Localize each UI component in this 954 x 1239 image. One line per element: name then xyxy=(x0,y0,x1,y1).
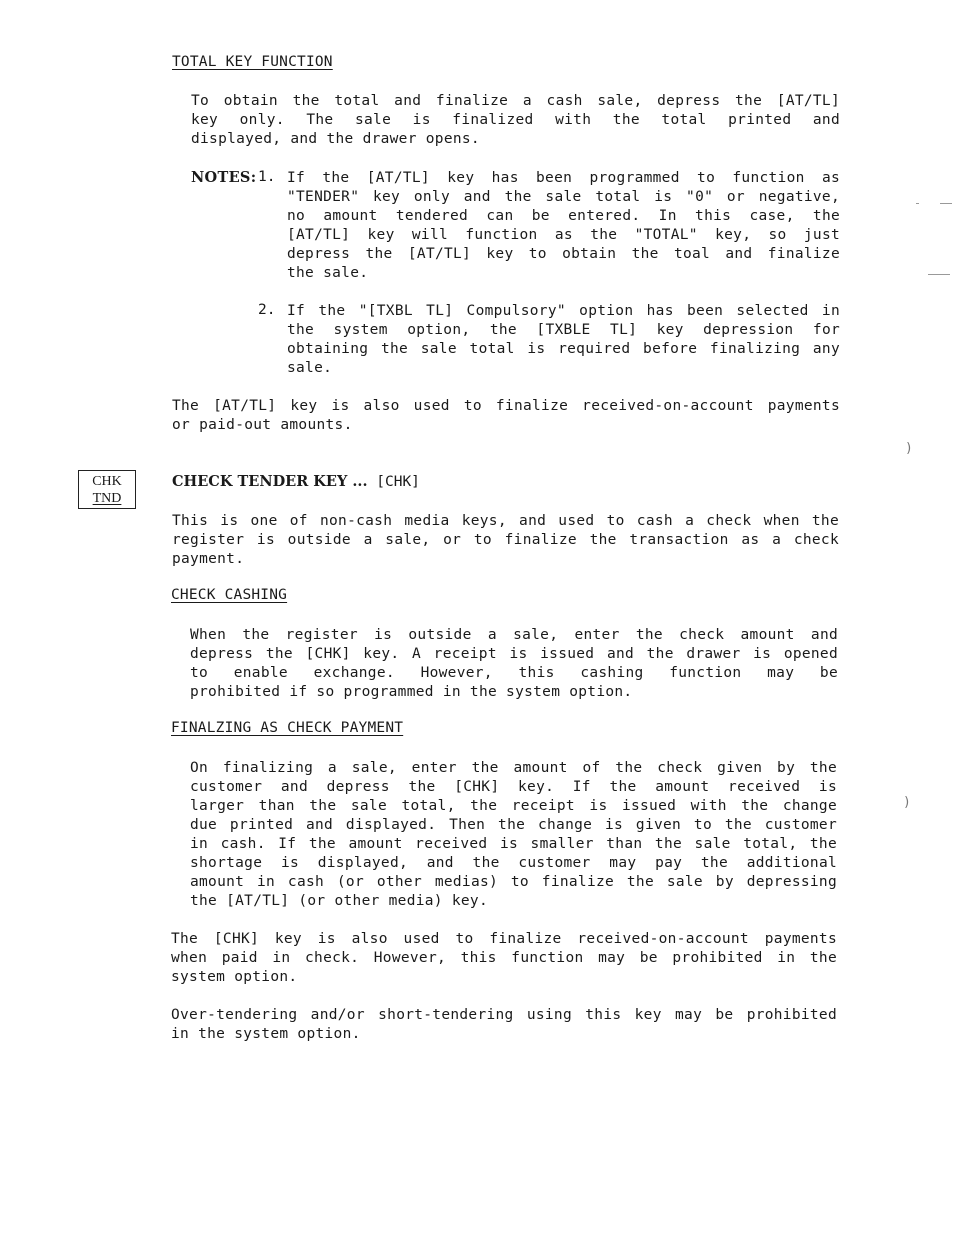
text-line: system option. xyxy=(171,969,298,985)
margin-mark xyxy=(940,203,952,204)
text-line: If the [AT/TL] key has been programmed to function as xyxy=(287,170,840,186)
text-line: If the "[TXBL TL] Compulsory" option has been selected in xyxy=(287,303,840,319)
text-line: due printed and displayed. Then the change is given to the customer xyxy=(190,817,837,833)
note-number: 2. xyxy=(258,302,276,318)
text-line: On finalizing a sale, enter the amount of the check given by the xyxy=(190,760,837,776)
text-line: [AT/TL] key will function as the "TOTAL" key, so just xyxy=(287,227,840,243)
text-line: customer and depress the [CHK] key. If the amount received is xyxy=(190,779,837,795)
text-line: "TENDER" key only and the sale total is "0" or negative, xyxy=(287,189,840,205)
at-tl-paragraph xyxy=(172,397,840,435)
chk-tnd-key-icon xyxy=(78,470,136,509)
text-line: depress the [CHK] key. A receipt is issued and the drawer is opened xyxy=(190,646,838,662)
margin-mark: ) xyxy=(903,795,911,810)
chk-received-paragraph xyxy=(171,930,837,987)
text-line: register is outside a sale, or to finalize the transaction as a check xyxy=(172,532,839,548)
check-tender-paragraph xyxy=(172,512,839,569)
text-line: key only. The sale is finalized with the total printed and xyxy=(191,112,840,128)
key-label-line: CHK xyxy=(92,474,122,489)
check-cashing-heading: CHECK CASHING xyxy=(171,587,288,603)
notes-label: NOTES: xyxy=(191,169,257,186)
text-line: the sale. xyxy=(287,265,369,281)
note-2-text xyxy=(287,302,840,378)
text-line: amount in cash (or other medias) to finalize the sale by depressing xyxy=(190,874,837,890)
text-line: Over-tendering and/or short-tendering using this key may be prohibited xyxy=(171,1007,837,1023)
text-line: no amount tendered can be entered. In this case, the xyxy=(287,208,840,224)
note-1-text xyxy=(287,169,840,283)
check-cashing-paragraph xyxy=(190,626,838,702)
text-line: When the register is outside a sale, enter the check amount and xyxy=(190,627,838,643)
margin-mark: ) xyxy=(905,441,913,456)
margin-mark xyxy=(916,203,919,204)
text-line: The [CHK] key is also used to finalize received-on-account payments xyxy=(171,931,837,947)
text-line: To obtain the total and finalize a cash sale, depress the [AT/TL] xyxy=(191,93,840,109)
total-key-heading: TOTAL KEY FUNCTION xyxy=(172,54,333,70)
text-line: The [AT/TL] key is also used to finalize received-on-account payments xyxy=(172,398,840,414)
note-number: 1. xyxy=(258,169,276,185)
margin-mark xyxy=(928,274,950,275)
over-tendering-paragraph xyxy=(171,1006,837,1044)
text-line: when paid in check. However, this function may be prohibited in the xyxy=(171,950,837,966)
text-line: or paid-out amounts. xyxy=(172,417,353,433)
text-line: the system option, the [TXBLE TL] key depression for xyxy=(287,322,840,338)
text-line: This is one of non-cash media keys, and used to cash a check when the xyxy=(172,513,839,529)
text-line: in the system option. xyxy=(171,1026,361,1042)
text-line: sale. xyxy=(287,360,333,376)
text-line: larger than the sale total, the receipt is issued with the change xyxy=(190,798,837,814)
check-tender-heading: CHECK TENDER KEY ... xyxy=(172,473,368,490)
text-line: the [AT/TL] (or other media) key. xyxy=(190,893,488,909)
check-tender-title xyxy=(172,473,420,490)
total-key-paragraph xyxy=(191,92,840,149)
finalizing-paragraph xyxy=(190,759,837,911)
text-line: depress the [AT/TL] key to obtain the toal and finalize xyxy=(287,246,840,262)
key-label-line: TND xyxy=(92,491,122,506)
text-line: displayed, and the drawer opens. xyxy=(191,131,480,147)
text-line: in cash. If the amount received is smaller than the sale total, the xyxy=(190,836,837,852)
text-line: to enable exchange. However, this cashing function may be xyxy=(190,665,838,681)
text-line: obtaining the sale total is required before finalizing any xyxy=(287,341,840,357)
text-line: shortage is displayed, and the customer may pay the additional xyxy=(190,855,837,871)
text-line: payment. xyxy=(172,551,245,567)
finalizing-heading: FINALZING AS CHECK PAYMENT xyxy=(171,720,404,736)
text-line: prohibited if so programmed in the system option. xyxy=(190,684,633,700)
check-tender-key: [CHK] xyxy=(376,474,420,490)
